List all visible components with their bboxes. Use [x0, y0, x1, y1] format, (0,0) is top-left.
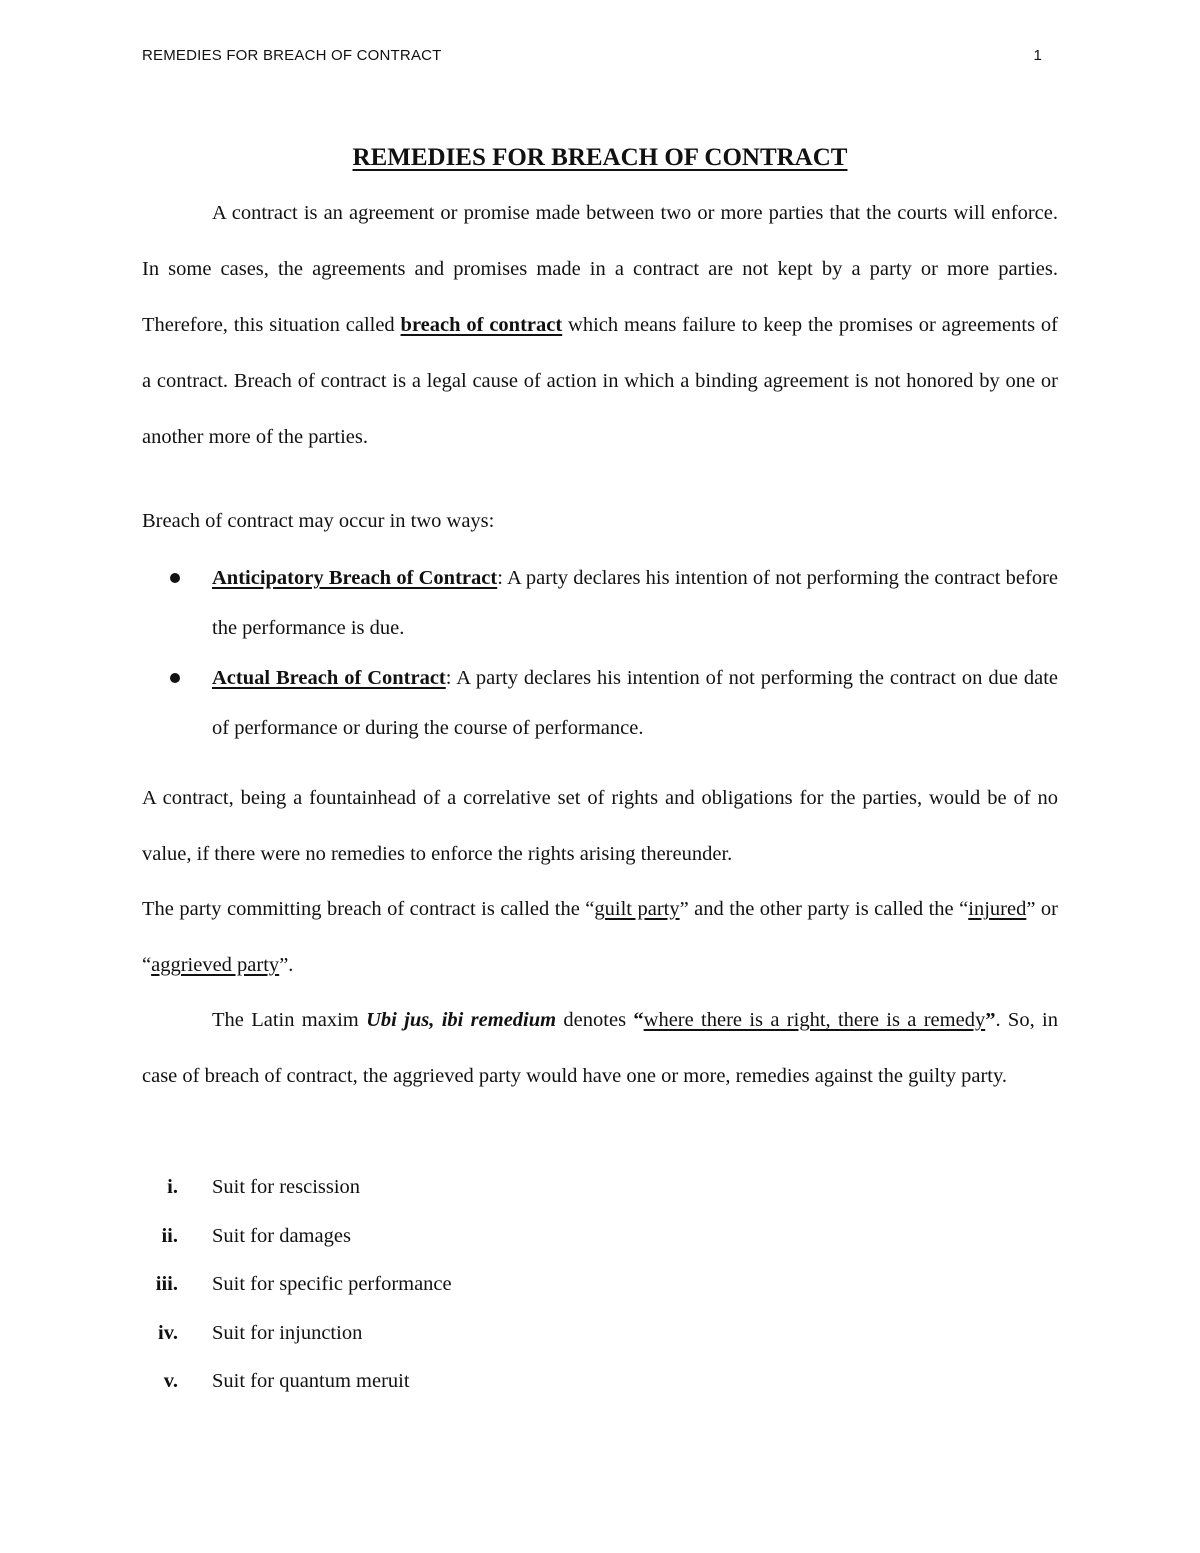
remedy-number: i. — [167, 1176, 178, 1198]
latin-maxim: Ubi jus, ibi remedium — [366, 1009, 557, 1031]
remedy-number: iii. — [155, 1273, 178, 1295]
ways-intro: Breach of contract may occur in two ways: — [142, 510, 495, 532]
running-header-title: REMEDIES FOR BREACH OF CONTRACT — [142, 47, 442, 64]
party-paragraph — [142, 881, 1058, 993]
party-text-1: The party committing breach of contract is called the “ — [142, 898, 595, 920]
remedy-text: Suit for injunction — [212, 1321, 363, 1344]
maxim-text-3: . So, in case of breach of contract, the aggrieved party would have one or more, remedies against the guilty party. — [142, 1009, 1058, 1087]
intro-paragraph — [142, 185, 1058, 465]
maxim-open-quote: “ — [633, 1009, 644, 1031]
aggrieved-party-term: aggrieved party — [151, 954, 280, 976]
party-text-3: ” or “ — [142, 898, 1058, 976]
remedy-text: Suit for rescission — [212, 1176, 361, 1198]
remedies-list — [142, 1163, 742, 1406]
maxim-paragraph — [142, 992, 1058, 1104]
breach-of-contract-term: breach of contract — [400, 314, 563, 336]
maxim-meaning: where there is a right, there is a remedy — [643, 1009, 986, 1031]
page-number: 1 — [1033, 47, 1042, 64]
party-text-2: ” and the other party is called the “ — [679, 898, 969, 920]
remedy-number: iv. — [158, 1321, 178, 1344]
guilt-party-term: guilt party — [594, 898, 680, 920]
anticipatory-breach-term: Anticipatory Breach of Contract — [212, 567, 498, 589]
remedy-number: v. — [163, 1370, 178, 1392]
injured-term: injured — [968, 898, 1027, 920]
anticipatory-separator: : — [497, 567, 503, 589]
document-title: REMEDIES FOR BREACH OF CONTRACT — [352, 144, 848, 171]
maxim-text-1: The Latin maxim — [212, 1009, 367, 1031]
actual-breach-text: A party declares his intention of not performing the contract on due date of performance or during the course of performance. — [212, 667, 1058, 739]
bullet-item-actual — [142, 653, 1058, 753]
fountainhead-paragraph: A contract, being a fountainhead of a correlative set of rights and obligations for the parties, would be of no value, if there were no remedies to enforce the rights arising thereunder. — [142, 787, 1058, 865]
remedy-text: Suit for specific performance — [212, 1273, 452, 1295]
breach-types-list — [142, 553, 1058, 753]
maxim-text-2: denotes — [556, 1009, 634, 1031]
page-header — [142, 47, 1042, 71]
remedy-text: Suit for damages — [212, 1224, 351, 1247]
remedy-number: ii. — [161, 1224, 178, 1247]
remedy-item — [142, 1212, 742, 1261]
remedy-item — [142, 1163, 742, 1212]
intro-text-1: A contract is an agreement or promise made between two or more parties that the courts will enforce. In some cases, the agreements and promises made in a contract are not kept by a party or more parties. Therefore, this situation called — [142, 202, 1058, 336]
remedy-item — [142, 1309, 742, 1358]
remedy-item — [142, 1260, 742, 1309]
remedy-item — [142, 1357, 742, 1406]
actual-breach-term: Actual Breach of Contract — [212, 667, 446, 689]
intro-text-2: which means failure to keep the promises or agreements of a contract. Breach of contract is a legal cause of action in which a binding agreement is not honored by one or another more of the parties. — [142, 314, 1058, 448]
remedy-text: Suit for quantum meruit — [212, 1370, 410, 1392]
actual-separator: : — [445, 667, 452, 689]
party-text-4: ”. — [279, 954, 294, 976]
anticipatory-breach-text: A party declares his intention of not performing the contract before the performance is due. — [212, 567, 1059, 639]
maxim-close-quote: ” — [985, 1009, 996, 1031]
bullet-icon — [170, 573, 180, 583]
bullet-item-anticipatory — [142, 553, 1058, 653]
bullet-icon — [170, 673, 180, 683]
